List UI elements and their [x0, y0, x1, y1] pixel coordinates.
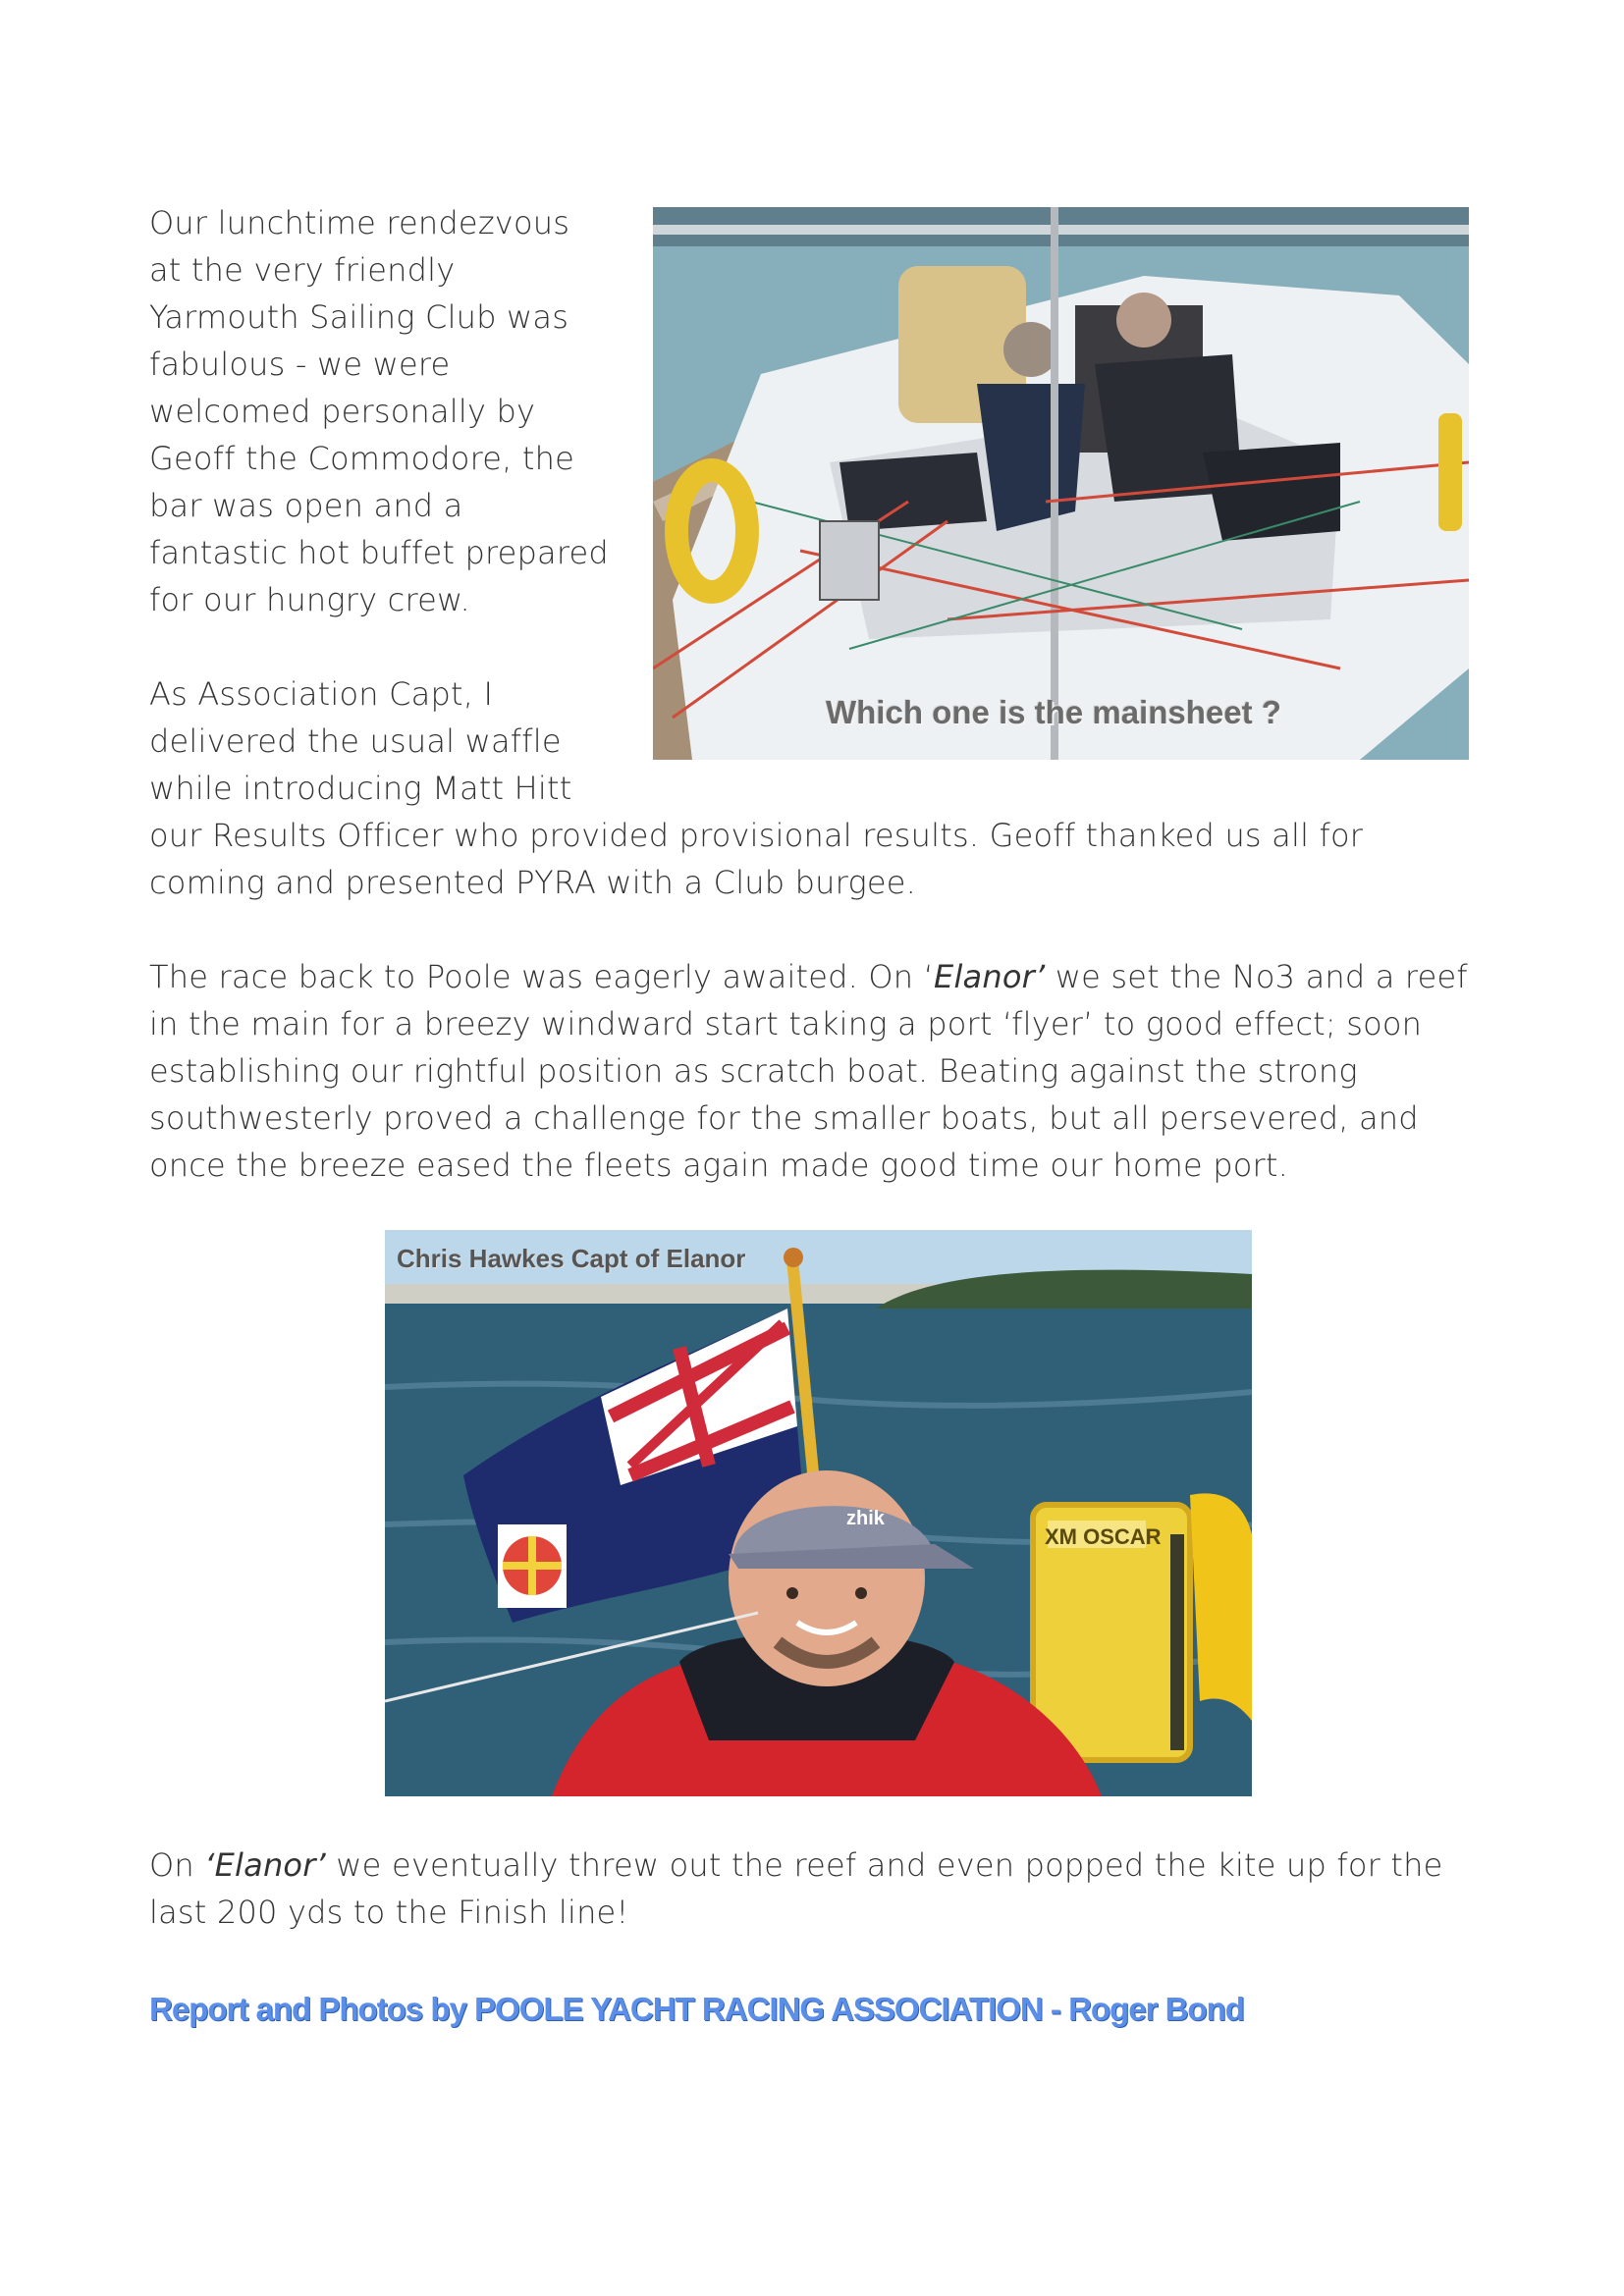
sign-label: XM OSCAR — [1045, 1524, 1162, 1549]
photo-boat-cockpit — [653, 207, 1469, 760]
paragraph-line: while introducing Matt Hitt — [149, 770, 572, 807]
boat-name: ‘Elanor’ — [204, 1846, 326, 1884]
boat-name: Elanor’ — [934, 958, 1046, 995]
boat-cockpit-illustration — [653, 207, 1469, 760]
paragraph-line: delivered the usual waffle — [149, 722, 562, 760]
paragraph-text: The race back to Poole was eagerly awaited. On ‘ — [149, 958, 935, 995]
paragraph-line: As Association Capt, I — [149, 675, 494, 713]
paragraph-text: we set the No3 and a reef in the main for a breezy windward start taking a port ‘flyer’ to good effect; soon establishing our rightful position as scratch boat. Beating against the strong southwesterly proved a challenge for the smaller boats, but all persevered, and once the breeze eased the fleets again made good time our home port. — [149, 958, 1468, 1184]
skipper-flag-illustration — [385, 1230, 1252, 1796]
photo2-caption: Chris Hawkes Capt of Elanor — [397, 1244, 746, 1273]
report-credit: Report and Photos by POOLE YACHT RACING ASSOCIATION - Roger Bond — [149, 1991, 1244, 2027]
paragraph-text: we eventually threw out the reef and even popped the kite up for the last 200 yds to the Finish line! — [149, 1846, 1443, 1931]
paragraph-capt-intro — [149, 670, 611, 812]
cap-logo: zhik — [846, 1508, 885, 1529]
paragraph-text: On — [149, 1846, 205, 1884]
photo-skipper-flag — [385, 1230, 1252, 1796]
paragraph-lunch: Our lunchtime rendezvous at the very friendly Yarmouth Sailing Club was fabulous - we were welcomed personally by Geoff the Commodore, the bar was open and a fantastic hot buffet prepared for our hungry crew. — [149, 204, 609, 618]
photo1-caption: Which one is the mainsheet ? — [826, 694, 1281, 730]
paragraph-race-back — [149, 953, 1485, 1189]
paragraph-finish — [149, 1842, 1485, 1936]
paragraph-results: our Results Officer who provided provisional results. Geoff thanked us all for coming and presented PYRA with a Club burgee. — [149, 817, 1364, 901]
